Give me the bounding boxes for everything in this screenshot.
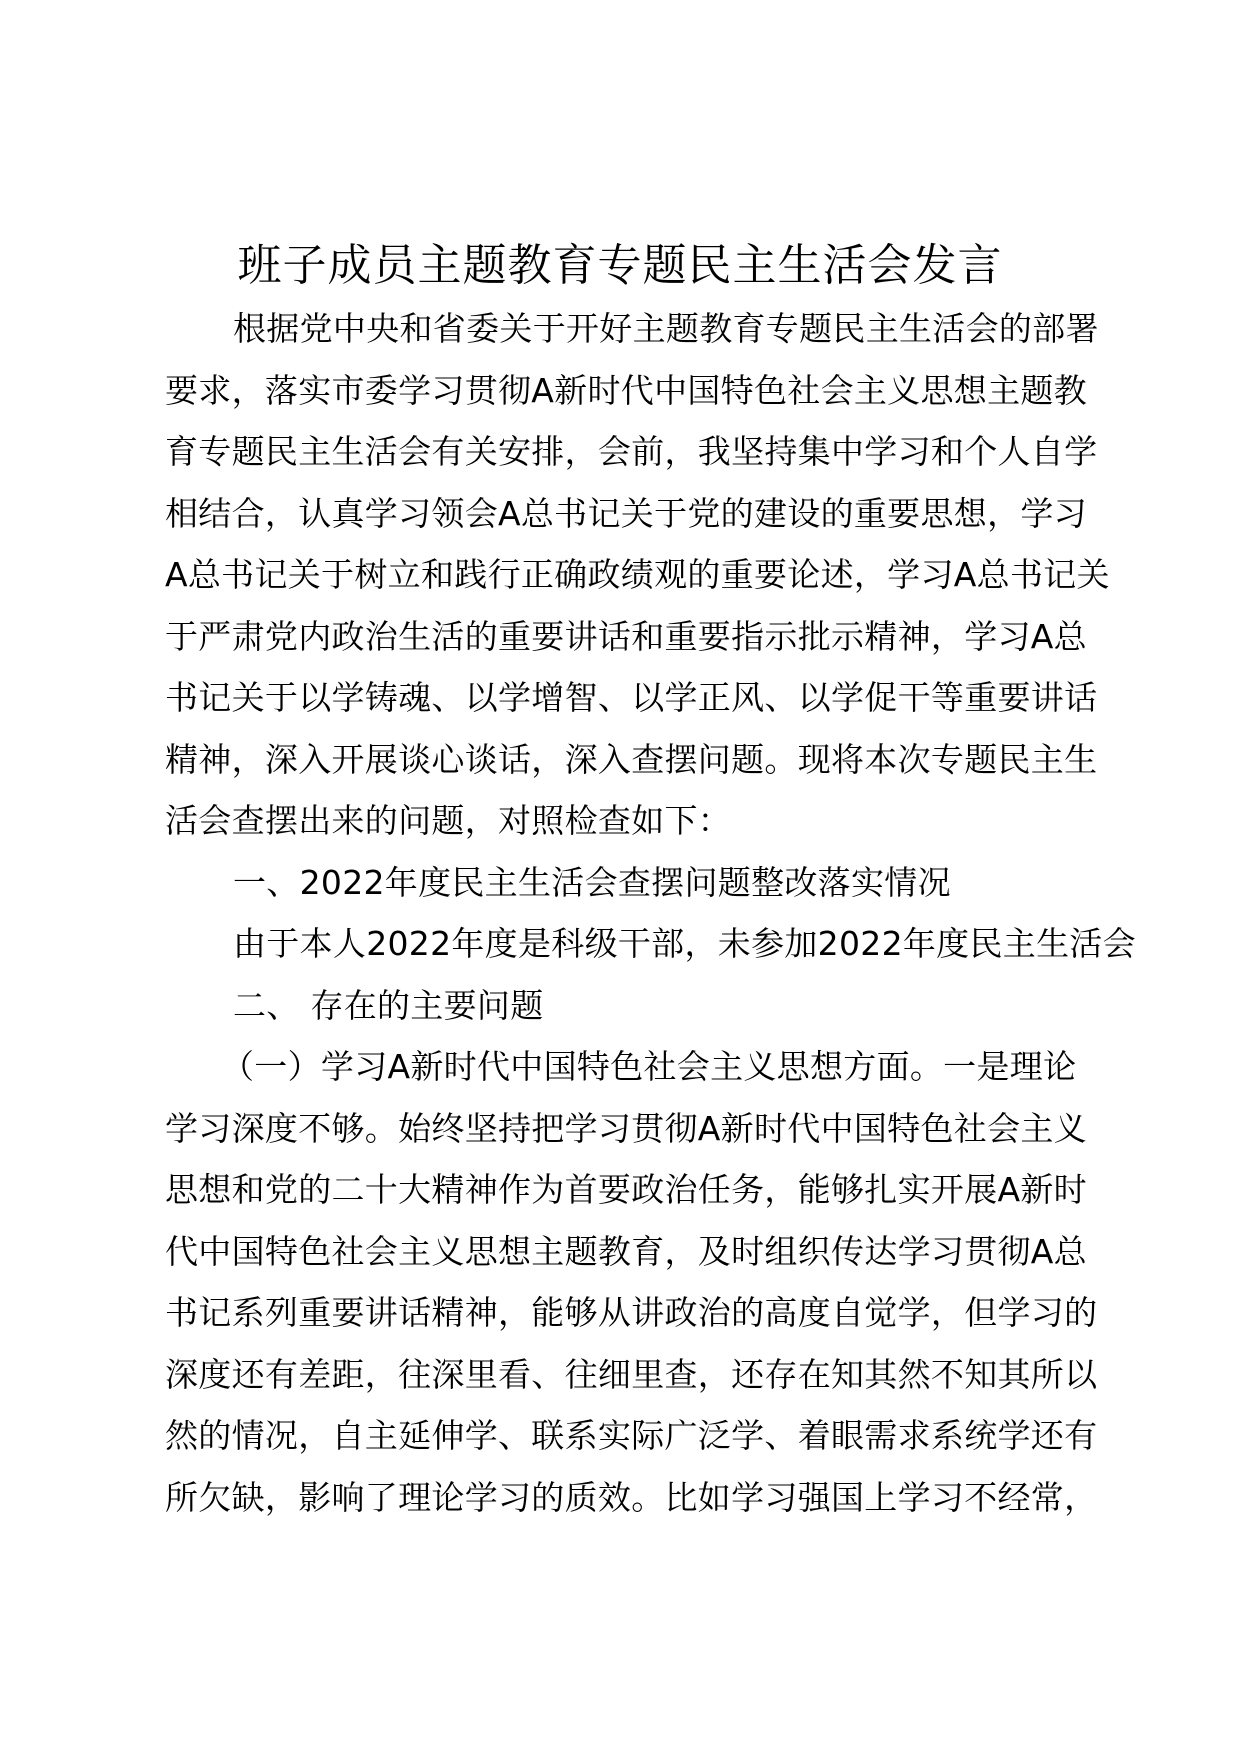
section-heading: 二、 存在的主要问题: [233, 985, 544, 1025]
paragraph-line: 书记关于以学铸魂、以学增智、以学正风、以学促干等重要讲话: [165, 678, 1098, 717]
paragraph-line: 代中国特色社会主义思想主题教育，及时组织传达学习贯彻A总: [165, 1231, 1087, 1271]
paragraph-line: 深度还有差距，往深里看、往细里查，还存在知其然不知其所以: [165, 1354, 1098, 1394]
paragraph-line: 由于本人2022年度是科级干部，未参加2022年度民主生活会: [233, 924, 1136, 963]
paragraph-line: 精神，深入开展谈心谈话，深入查摆问题。现将本次专题民主生: [165, 739, 1098, 779]
section-heading: 一、2022年度民主生活会查摆问题整改落实情况: [233, 862, 951, 902]
paragraph-line: 然的情况，自主延伸学、联系实际广泛学、着眼需求系统学还有: [165, 1416, 1098, 1455]
subsection-line: （一）学习A新时代中国特色社会主义思想方面。一是理论: [221, 1047, 1077, 1086]
paragraph-line: 思想和党的二十大精神作为首要政治任务，能够扎实开展A新时: [165, 1170, 1087, 1209]
paragraph-line: 于严肃党内政治生活的重要讲话和重要指示批示精神，学习A总: [165, 616, 1087, 656]
paragraph-line: 要求，落实市委学习贯彻A新时代中国特色社会主义思想主题教: [165, 370, 1087, 410]
paragraph-line: A总书记关于树立和践行正确政绩观的重要论述，学习A总书记关: [165, 555, 1110, 594]
paragraph-line: 所欠缺，影响了理论学习的质效。比如学习强国上学习不经常，: [165, 1477, 1098, 1517]
document-title: 班子成员主题教育专题民主生活会发言: [237, 240, 1003, 291]
document-body: [165, 298, 1136, 1528]
paragraph-line: 根据党中央和省委关于开好主题教育专题民主生活会的部署: [233, 309, 1099, 348]
paragraph-line: 相结合，认真学习领会A总书记关于党的建设的重要思想，学习: [165, 493, 1087, 533]
paragraph-line: 活会查摆出来的问题，对照检查如下：: [165, 801, 732, 840]
paragraph-line: 书记系列重要讲话精神，能够从讲政治的高度自觉学，但学习的: [165, 1293, 1098, 1332]
paragraph-line: 学习深度不够。始终坚持把学习贯彻A新时代中国特色社会主义: [165, 1108, 1087, 1148]
paragraph-line: 育专题民主生活会有关安排，会前，我坚持集中学习和个人自学: [165, 432, 1098, 471]
